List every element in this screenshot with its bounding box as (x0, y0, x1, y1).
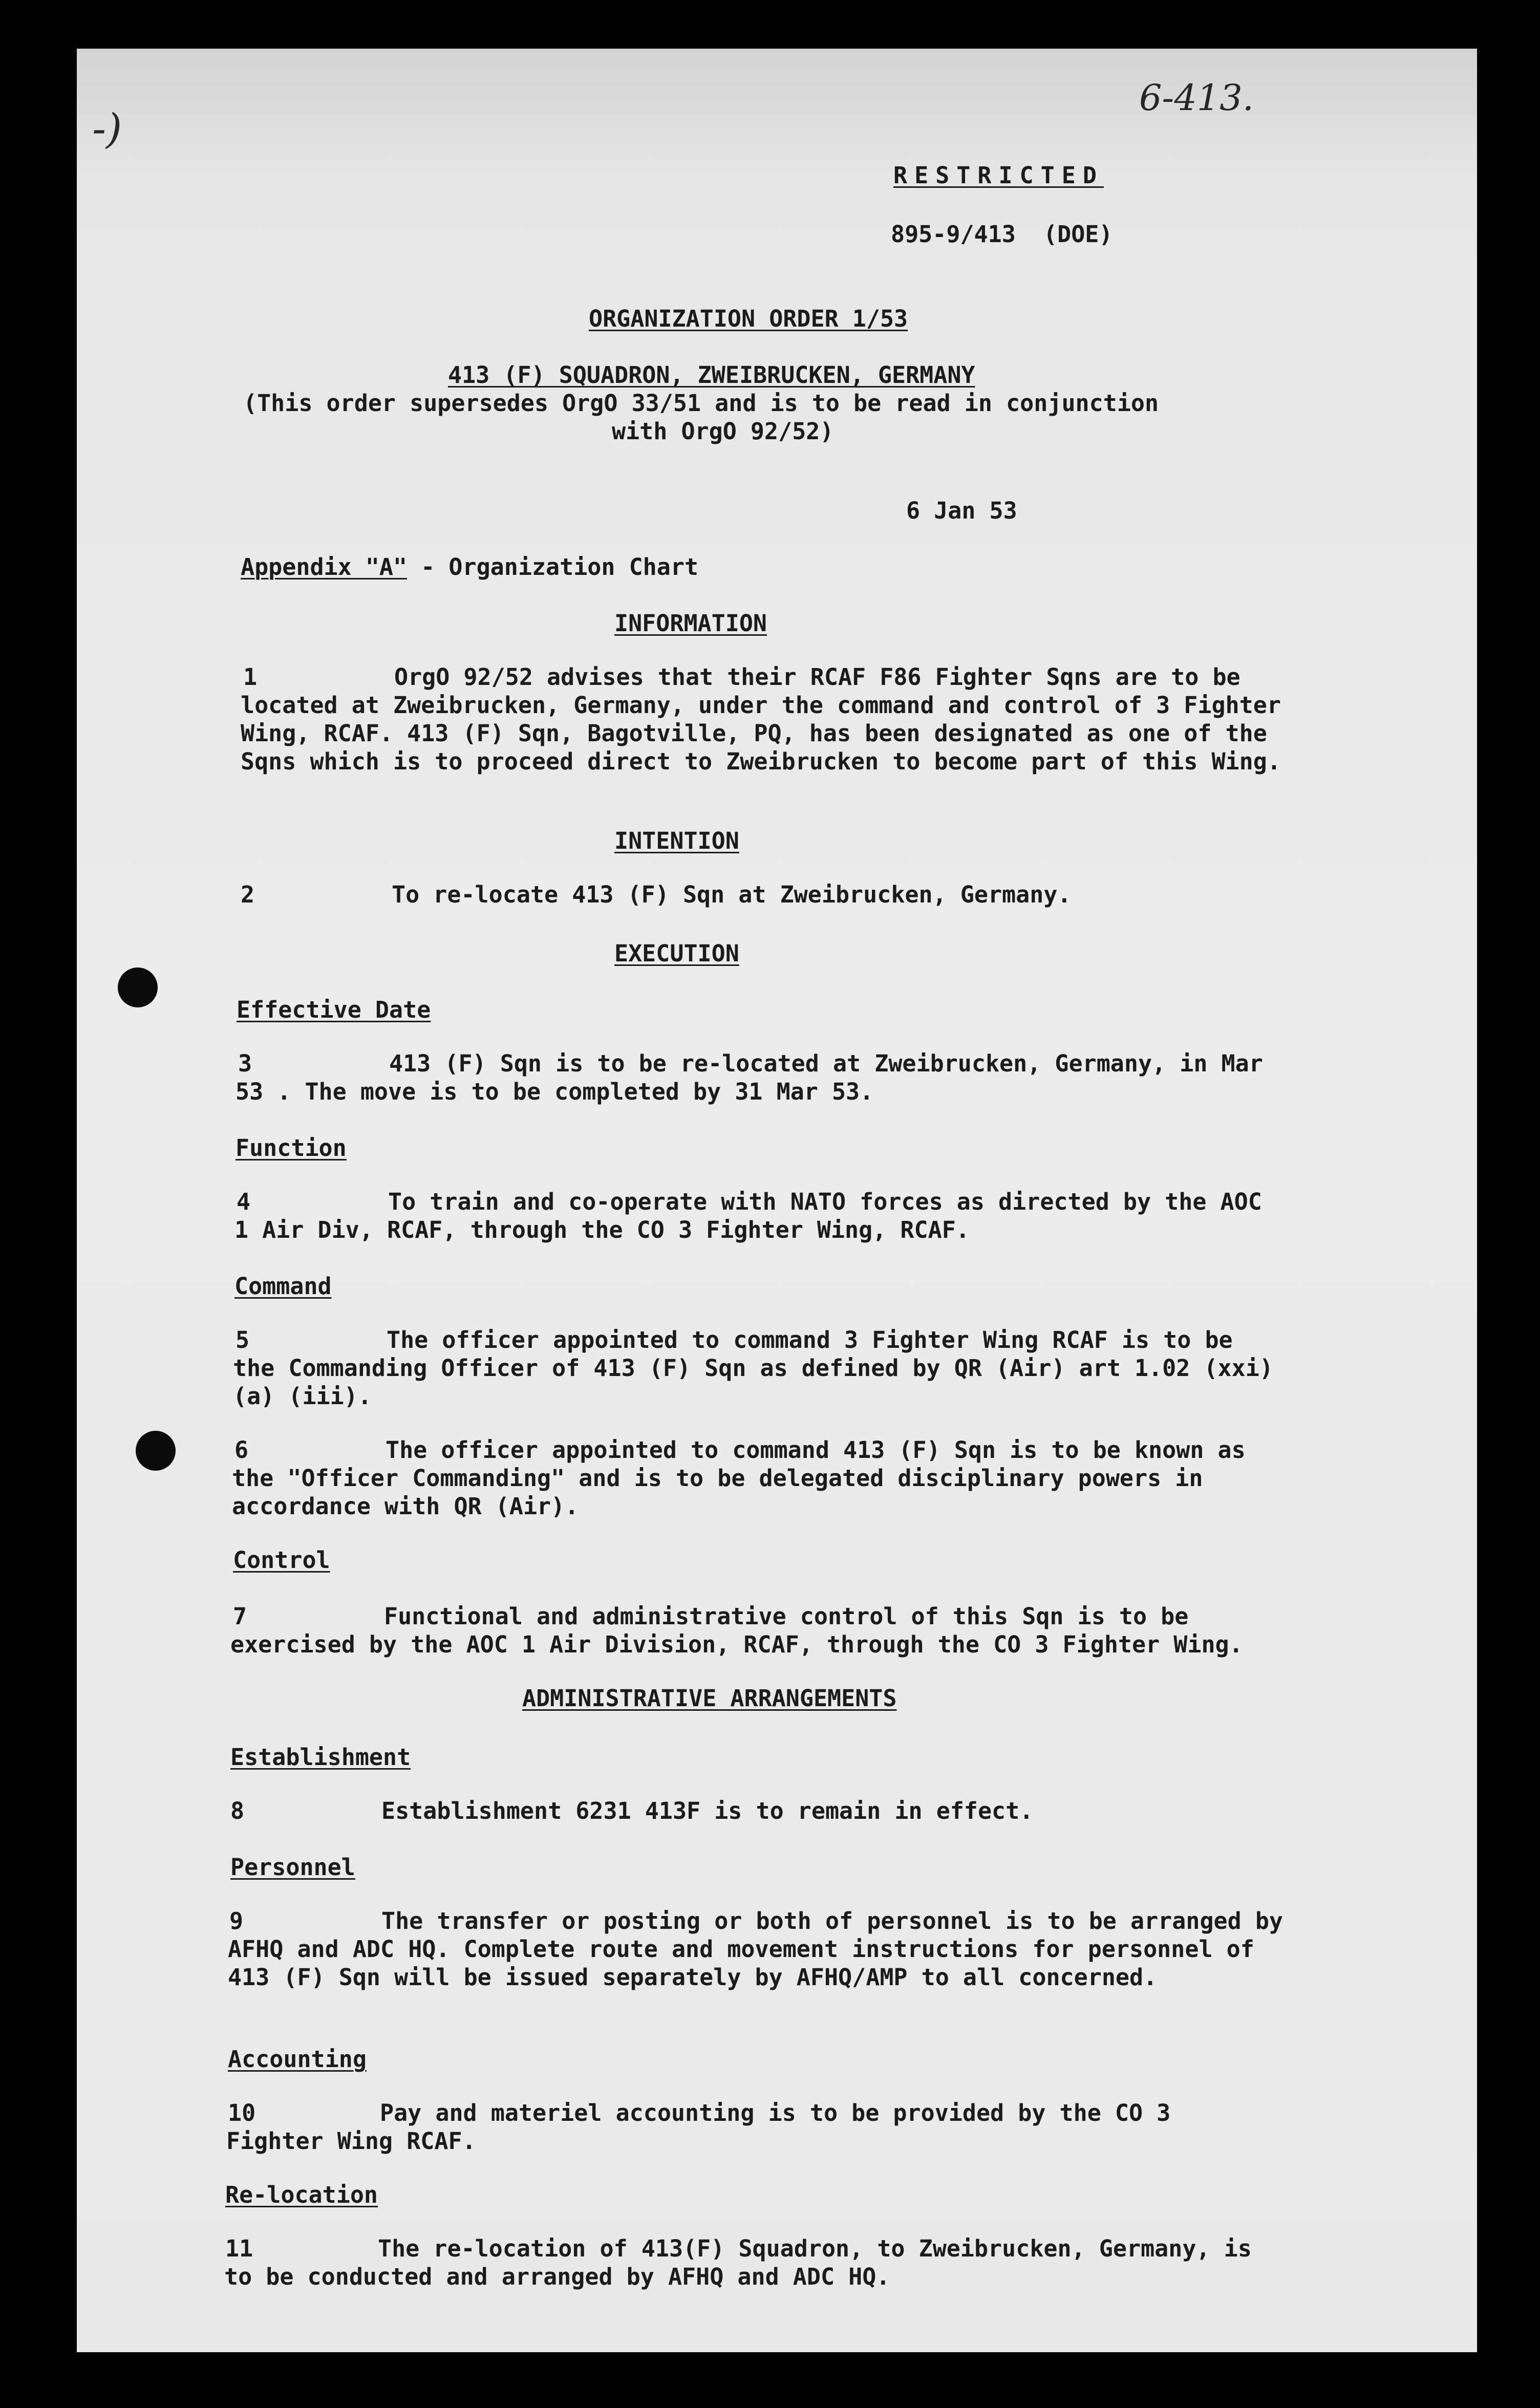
subhead-accounting: Accounting (228, 2046, 367, 2073)
order-title: ORGANIZATION ORDER 1/53 (589, 305, 908, 332)
paragraph-number: 6 (234, 1436, 249, 1464)
subhead-personnel: Personnel (230, 1854, 355, 1881)
subhead-function: Function (236, 1134, 347, 1162)
subhead-command: Command (234, 1273, 332, 1300)
paragraph-9: The transfer or posting or both of personnel is to be arranged by AFHQ and ADC HQ. Complete route and movement instructions for personnel of 413 (F) Sqn will be issued separately by AFHQ/AMP to all concerned. (228, 1907, 1283, 1991)
paragraph-10: Pay and materiel accounting is to be provided by the CO 3 Fighter Wing RCAF. (226, 2099, 1171, 2155)
file-reference: 895-9/413 (DOE) (891, 221, 1113, 248)
paragraph-number: 2 (241, 881, 255, 908)
paragraph-5: The officer appointed to command 3 Fighter Wing RCAF is to be the Commanding Officer of 413 (F) Sqn as defined by QR (Air) art 1.02 (xxi) (a) (iii). (233, 1326, 1273, 1410)
appendix-reference (241, 553, 698, 581)
paragraph-4: To train and co-operate with NATO forces as directed by the AOC 1 Air Div, RCAF, through the CO 3 Fighter Wing, RCAF. (234, 1188, 1262, 1243)
section-information: INFORMATION (614, 610, 767, 637)
section-administrative-arrangements: ADMINISTRATIVE ARRANGEMENTS (522, 1685, 897, 1712)
paragraph-2: To re-locate 413 (F) Sqn at Zweibrucken, Germany. (392, 881, 1072, 908)
paragraph-number: 10 (228, 2099, 256, 2126)
document-page (77, 49, 1477, 2352)
punch-hole (136, 1431, 176, 1471)
appendix-text: - Organization Chart (407, 553, 699, 580)
paragraph-7: Functional and administrative control of this Sqn is to be exercised by the AOC 1 Air Division, RCAF, through the CO 3 Fighter Wing. (230, 1603, 1243, 1658)
paragraph-number: 4 (237, 1188, 251, 1215)
subhead-effective-date: Effective Date (237, 996, 431, 1023)
paragraph-number: 5 (236, 1326, 250, 1353)
section-intention: INTENTION (614, 827, 739, 854)
punch-hole (118, 967, 158, 1007)
paragraph-8: Establishment 6231 413F is to remain in effect. (381, 1797, 1034, 1824)
handwritten-reference: 6-413. (1139, 77, 1254, 119)
subhead-relocation: Re-location (225, 2181, 378, 2208)
subhead-establishment: Establishment (230, 1744, 411, 1771)
paragraph-number: 11 (225, 2235, 253, 2262)
paragraph-6: The officer appointed to command 413 (F) Sqn is to be known as the "Officer Commanding" and is to be delegated disciplinary powers in accordance with QR (Air). (232, 1436, 1246, 1520)
classification-stamp: RESTRICTED (893, 162, 1104, 189)
paragraph-3: 413 (F) Sqn is to be re-located at Zweibrucken, Germany, in Mar 53 . The move is to be completed by 31 Mar 53. (236, 1050, 1263, 1105)
paragraph-number: 9 (229, 1907, 244, 1934)
paragraph-1: OrgO 92/52 advises that their RCAF F86 Fighter Sqns are to be located at Zweibrucken, Germany, under the command and control of 3 Fighter Wing, RCAF. 413 (F) Sqn, Bagotville, PQ, has been designated as one of the Sqns which is to proceed direct to Zweibrucken to become part of this Wing. (241, 663, 1281, 775)
unit-title: 413 (F) SQUADRON, ZWEIBRUCKEN, GERMANY (448, 361, 975, 389)
paragraph-11: The re-location of 413(F) Squadron, to Zweibrucken, Germany, is to be conducted and arranged by AFHQ and ADC HQ. (224, 2235, 1252, 2290)
section-execution: EXECUTION (614, 940, 739, 967)
subhead-control: Control (233, 1546, 330, 1574)
supersedes-note-line2: with OrgO 92/52) (612, 418, 834, 445)
pen-mark: -) (92, 105, 122, 153)
paragraph-number: 1 (243, 663, 258, 691)
paragraph-number: 3 (238, 1050, 252, 1077)
supersedes-note-line1: (This order supersedes OrgO 33/51 and is to be read in conjunction (243, 390, 1159, 417)
order-date: 6 Jan 53 (906, 497, 1017, 524)
appendix-label: Appendix "A" (241, 553, 408, 580)
paragraph-number: 7 (233, 1603, 247, 1630)
paragraph-number: 8 (230, 1797, 245, 1824)
